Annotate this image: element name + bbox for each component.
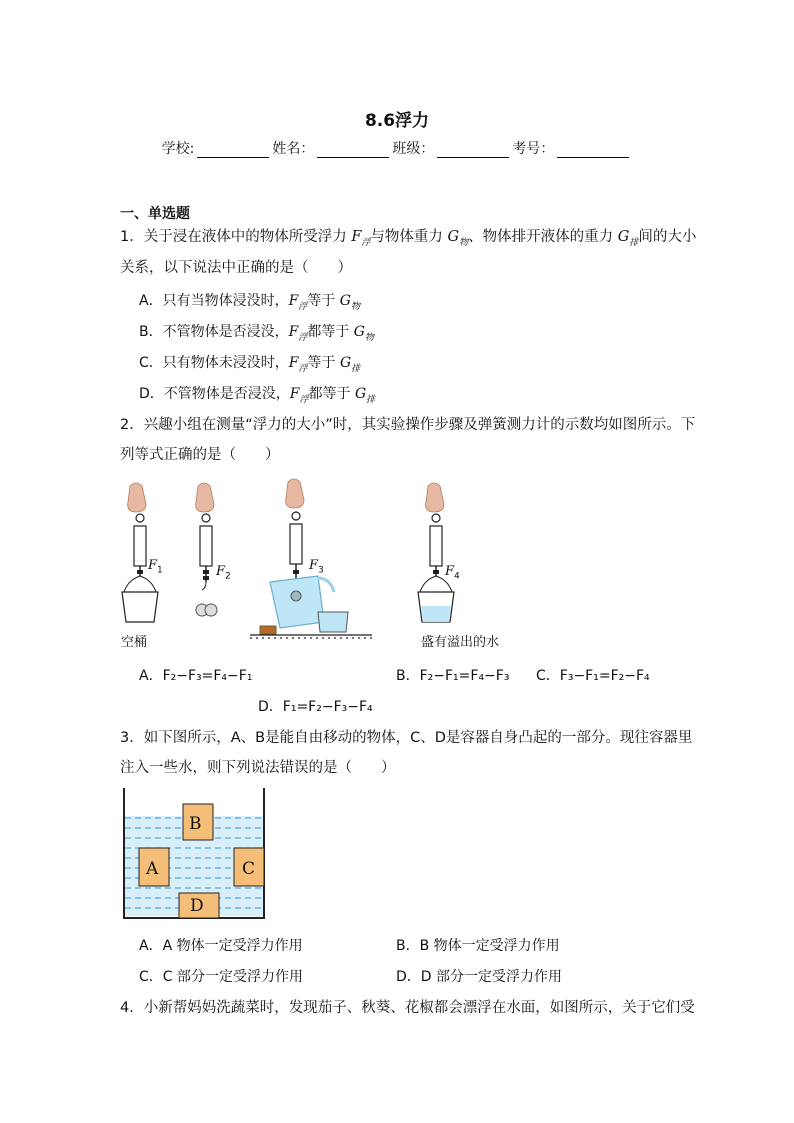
q2-option-d[interactable]: D．F₁=F₂−F₃−F₄ bbox=[258, 699, 373, 715]
subscript: 浮 bbox=[299, 394, 309, 405]
symbol-G: G bbox=[339, 355, 352, 371]
id-label: 考号： bbox=[512, 141, 555, 157]
q3-stem-line1: 3．如下图所示，A、B是能自由移动的物体，C、D是容器自身凸起的一部分。现往容器里 bbox=[120, 730, 693, 746]
option-text: 等于 bbox=[307, 355, 336, 371]
catch-beaker bbox=[318, 612, 348, 632]
table bbox=[250, 626, 372, 638]
label-a: A bbox=[146, 859, 159, 879]
subscript: 浮 bbox=[298, 332, 308, 343]
label-f1: $F_1$ bbox=[148, 558, 163, 576]
hand-icon bbox=[196, 483, 214, 512]
q2-option-a[interactable]: A．F₂−F₃=F₄−F₁ bbox=[139, 668, 253, 684]
q2-stem-line2: 列等式正确的是（ ） bbox=[120, 447, 280, 463]
q2-stem-line1: 2．兴趣小组在测量“浮力的大小”时，其实验操作步骤及弹簧测力计的示数均如图所示。下 bbox=[120, 417, 696, 433]
page-title: 8.6浮力 bbox=[364, 111, 430, 131]
option-text: B．不管物体是否浸没， bbox=[139, 324, 289, 340]
subscript: 排 bbox=[351, 363, 361, 374]
q2-option-c[interactable]: C．F₃−F₁=F₂−F₄ bbox=[536, 668, 650, 684]
q4-stem-line1: 4．小新帮妈妈洗蔬菜时，发现茄子、秋葵、花椒都会漂浮在水面，如图所示，关于它们受 bbox=[120, 1000, 695, 1016]
subscript: 物 bbox=[459, 237, 469, 248]
caption-empty-bucket: 空桶 bbox=[121, 635, 148, 650]
spring-scale-2 bbox=[196, 514, 217, 616]
empty-bucket bbox=[122, 576, 158, 622]
q3-stem-line2: 注入一些水，则下列说法错误的是（ ） bbox=[120, 760, 396, 776]
student-info-line bbox=[0, 138, 794, 158]
class-blank bbox=[437, 143, 509, 158]
subscript: 浮 bbox=[361, 237, 371, 248]
label-f3: $F_3$ bbox=[309, 558, 324, 576]
q1-stem-part: 、物体排开液体的重力 bbox=[468, 229, 614, 245]
hand-icon bbox=[286, 479, 304, 508]
id-blank bbox=[557, 143, 629, 158]
symbol-F: F bbox=[288, 324, 299, 340]
q1-option-b[interactable] bbox=[139, 321, 374, 343]
q2-option-b[interactable]: B．F₂−F₁=F₄−F₃ bbox=[396, 668, 510, 684]
subscript: 排 bbox=[366, 394, 376, 405]
option-text: C．只有物体未浸没时， bbox=[139, 355, 289, 371]
subscript: 浮 bbox=[298, 363, 308, 374]
q2-station-4 bbox=[410, 478, 470, 633]
symbol-G: G bbox=[354, 386, 367, 402]
class-label: 班级： bbox=[392, 141, 435, 157]
q3-option-b[interactable]: B．B 物体一定受浮力作用 bbox=[396, 938, 560, 954]
spring-scale-4 bbox=[430, 514, 442, 576]
subscript: 物 bbox=[350, 301, 360, 312]
symbol-F: F bbox=[288, 355, 299, 371]
option-text: 等于 bbox=[307, 293, 336, 309]
q1-stem-line1 bbox=[120, 227, 696, 253]
subscript: 物 bbox=[364, 332, 374, 343]
school-blank bbox=[197, 143, 269, 158]
spring-scale-1 bbox=[134, 514, 146, 576]
label-c: C bbox=[242, 859, 256, 879]
label-f2: $F_2$ bbox=[216, 564, 231, 582]
q3-option-a[interactable]: A．A 物体一定受浮力作用 bbox=[139, 938, 303, 954]
bucket-with-water bbox=[418, 576, 454, 622]
hand-icon bbox=[426, 483, 444, 512]
section-heading: 一、单选题 bbox=[120, 206, 190, 222]
q1-stem-line2: 关系，以下说法中正确的是（ ） bbox=[120, 260, 352, 276]
q1-option-d[interactable] bbox=[139, 383, 375, 405]
q1-stem-part: 与物体重力 bbox=[370, 229, 443, 245]
name-label: 姓名： bbox=[272, 141, 315, 157]
name-blank bbox=[317, 143, 389, 158]
symbol-F: F bbox=[351, 229, 362, 245]
q1-option-c[interactable] bbox=[139, 352, 360, 374]
subscript: 浮 bbox=[298, 301, 308, 312]
q1-option-a[interactable] bbox=[139, 290, 360, 312]
option-text: D．不管物体是否浸没， bbox=[139, 386, 290, 402]
school-label: 学校: bbox=[161, 141, 195, 157]
q3-option-c[interactable]: C．C 部分一定受浮力作用 bbox=[139, 969, 304, 985]
symbol-F: F bbox=[288, 293, 299, 309]
label-b: B bbox=[189, 814, 202, 834]
q1-stem-part: 1．关于浸在液体中的物体所受浮力 bbox=[120, 229, 347, 245]
symbol-G: G bbox=[339, 293, 351, 309]
option-text: 都等于 bbox=[308, 386, 351, 402]
symbol-G: G bbox=[617, 229, 630, 245]
option-text: 都等于 bbox=[307, 324, 350, 340]
q1-stem-part: 间的大小 bbox=[638, 229, 697, 245]
symbol-F: F bbox=[289, 386, 300, 402]
q3-option-d[interactable]: D．D 部分一定受浮力作用 bbox=[396, 969, 563, 985]
option-text: A．只有当物体浸没时， bbox=[139, 293, 289, 309]
q3-container-figure bbox=[121, 786, 267, 920]
symbol-G: G bbox=[447, 229, 460, 245]
subscript: 排 bbox=[629, 237, 639, 248]
symbol-G: G bbox=[353, 324, 365, 340]
label-d: D bbox=[190, 896, 204, 916]
label-f4: $F_4$ bbox=[445, 564, 460, 582]
hand-icon bbox=[128, 483, 146, 512]
caption-bucket-with-water: 盛有溢出的水 bbox=[421, 635, 500, 650]
